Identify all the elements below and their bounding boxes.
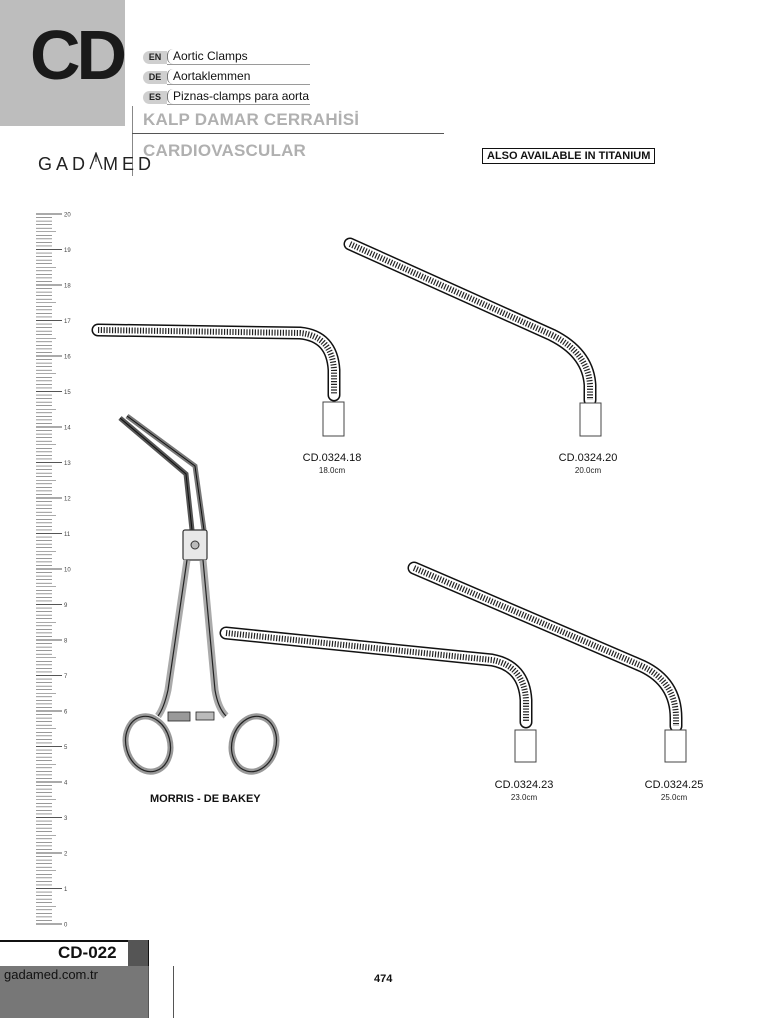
lang-text: Piznas-clamps para aorta: [173, 89, 310, 103]
footer-dark-block: [128, 940, 148, 966]
ruler-label: 7: [64, 674, 68, 680]
lang-tag: ES: [143, 91, 167, 104]
product-size: 23.0cm: [510, 793, 538, 802]
ruler-label: 18: [64, 283, 71, 290]
ruler-label: 0: [64, 922, 68, 929]
morris-de-bakey-clamp: [120, 416, 283, 777]
jaw-cd-0324-20: [350, 244, 601, 436]
ruler-label: 14: [64, 425, 71, 432]
product-code: CD.0324.18: [302, 452, 362, 464]
ruler-label: 13: [64, 461, 71, 467]
ruler-label: 1: [64, 887, 68, 893]
ruler-label: 15: [64, 390, 71, 396]
ruler-label: 2: [64, 851, 68, 858]
jaw-cd-0324-23: [226, 633, 536, 762]
ruler-label: 16: [64, 354, 71, 361]
product-code: CD.0324.25: [644, 779, 704, 791]
ruler-label: 20: [64, 212, 71, 219]
ruler-label: 4: [64, 780, 68, 787]
lang-tag: DE: [143, 71, 167, 84]
product-size: 20.0cm: [574, 466, 602, 475]
section-title-tr: KALP DAMAR CERRAHİSİ: [143, 110, 360, 129]
jaw-cd-0324-25: [414, 568, 686, 762]
lang-text: Aortic Clamps: [173, 49, 248, 63]
page-number: 474: [374, 973, 393, 985]
website-link[interactable]: gadamed.com.tr: [4, 967, 98, 982]
ruler-label: 10: [64, 567, 71, 574]
model-name: MORRIS - DE BAKEY: [150, 793, 261, 805]
brand-left: GAD: [38, 154, 90, 174]
lang-text: Aortaklemmen: [173, 69, 251, 83]
ruler-label: 3: [64, 816, 68, 822]
catalog-code: CD-022: [58, 943, 117, 962]
ruler-label: 11: [64, 532, 71, 538]
category-code: CD: [30, 16, 124, 94]
ruler-label: 5: [64, 745, 68, 751]
ruler-label: 8: [64, 638, 68, 645]
footer-white-strip: [148, 966, 174, 1018]
ruler-label: 19: [64, 248, 71, 254]
ruler-label: 9: [64, 603, 68, 609]
product-size: 25.0cm: [660, 793, 688, 802]
ruler-label: 6: [64, 709, 68, 716]
product-code: CD.0324.23: [494, 779, 554, 791]
section-title-en: CARDIOVASCULAR: [143, 141, 307, 160]
ruler-label: 17: [64, 319, 71, 325]
ruler-label: 12: [64, 496, 71, 503]
product-size: 18.0cm: [318, 466, 346, 475]
titanium-note: ALSO AVAILABLE IN TITANIUM: [482, 148, 655, 164]
lang-tag: EN: [143, 51, 167, 64]
brand-right: MED: [103, 154, 156, 174]
product-code: CD.0324.20: [558, 452, 618, 464]
